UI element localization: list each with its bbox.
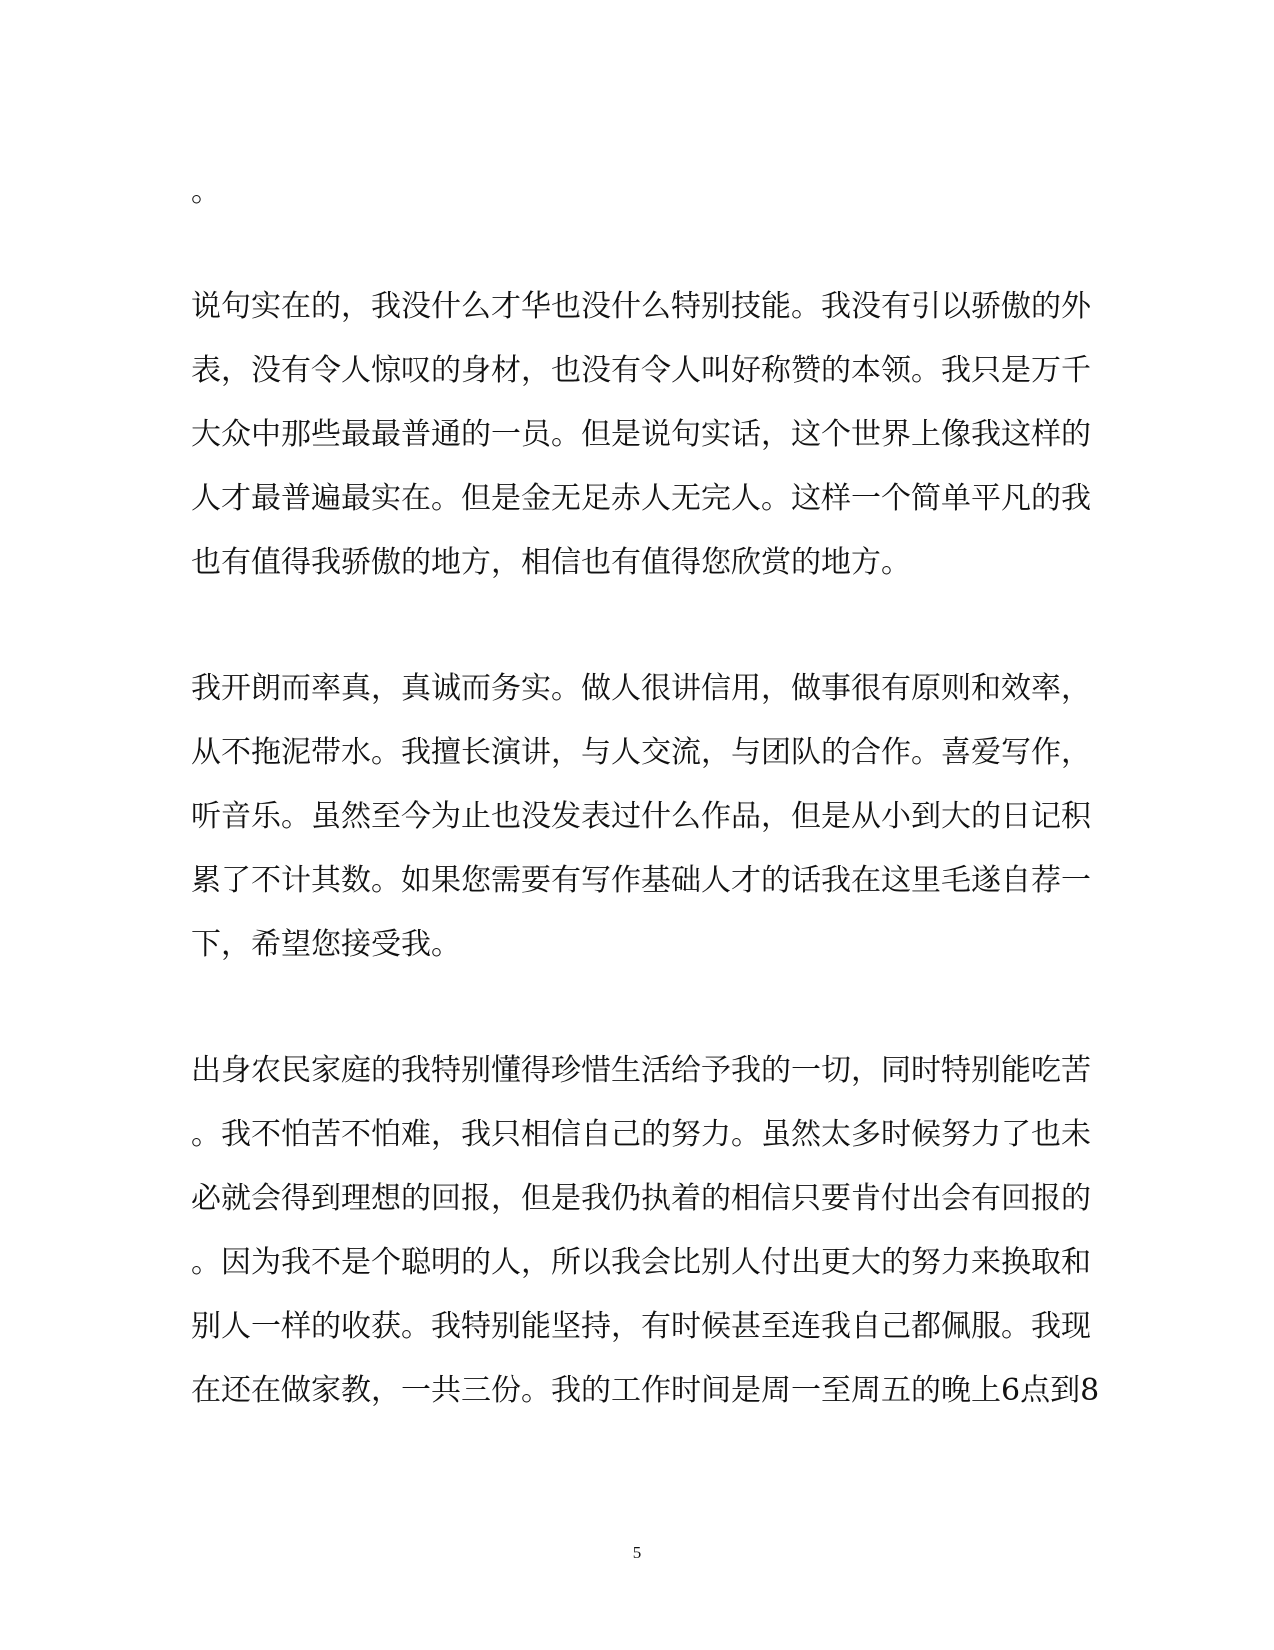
- text-line: 。因为我不是个聪明的人，所以我会比别人付出更大的努力来换取和: [191, 1245, 1091, 1280]
- text-line: 从不拖泥带水。我擅长演讲，与人交流，与团队的合作。喜爱写作，: [191, 735, 1091, 770]
- text-line: 也有值得我骄傲的地方，相信也有值得您欣赏的地方。: [191, 545, 911, 580]
- text-line: 表，没有令人惊叹的身材，也没有令人叫好称赞的本领。我只是万千: [191, 353, 1091, 388]
- text-line: 出身农民家庭的我特别懂得珍惜生活给予我的一切，同时特别能吃苦: [191, 1053, 1091, 1088]
- text-line: 听音乐。虽然至今为止也没发表过什么作品，但是从小到大的日记积: [191, 799, 1091, 834]
- text-line: 说句实在的，我没什么才华也没什么特别技能。我没有引以骄傲的外: [191, 289, 1091, 324]
- text-line: 我开朗而率真，真诚而务实。做人很讲信用，做事很有原则和效率，: [191, 671, 1091, 706]
- text-line: 。: [191, 174, 221, 209]
- text-line: 下，希望您接受我。: [191, 927, 461, 962]
- page-number: 5: [632, 1543, 642, 1562]
- text-line: 大众中那些最最普通的一员。但是说句实话，这个世界上像我这样的: [191, 417, 1091, 452]
- text-line: 必就会得到理想的回报，但是我仍执着的相信只要肯付出会有回报的: [191, 1181, 1091, 1216]
- text-line: 别人一样的收获。我特别能坚持，有时候甚至连我自己都佩服。我现: [191, 1309, 1091, 1344]
- text-line: 。我不怕苦不怕难，我只相信自己的努力。虽然太多时候努力了也未: [191, 1117, 1091, 1152]
- text-line: 人才最普遍最实在。但是金无足赤人无完人。这样一个简单平凡的我: [191, 481, 1091, 516]
- text-line: 在还在做家教，一共三份。我的工作时间是周一至周五的晚上6点到8: [191, 1373, 1100, 1408]
- text-line: 累了不计其数。如果您需要有写作基础人才的话我在这里毛遂自荐一: [191, 863, 1091, 898]
